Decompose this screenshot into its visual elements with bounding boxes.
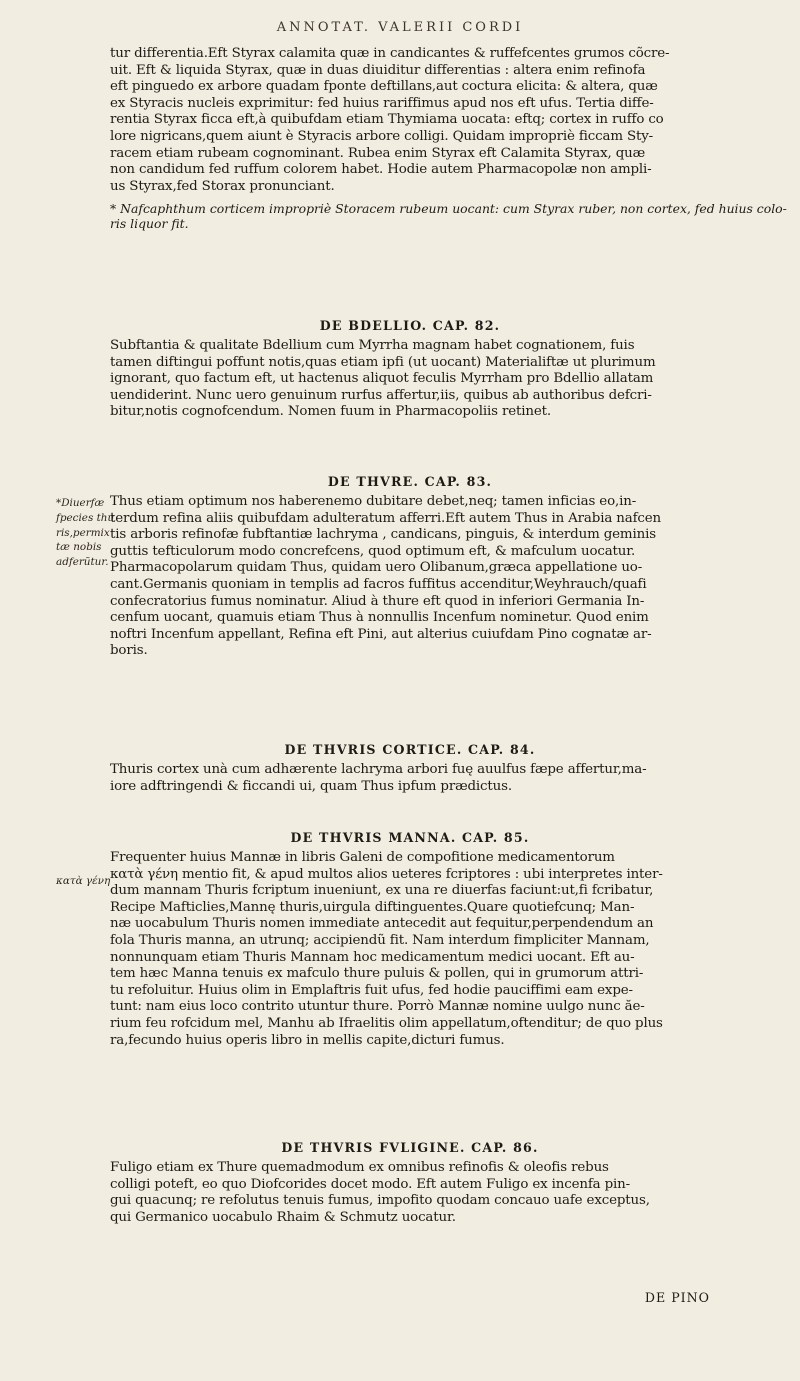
text-line: rentia Styrax ficca eft,à quibufdam etiam Thymiama uocata: eftq; cortex in ruffo co bbox=[110, 112, 664, 128]
margin-note-line: fpecies thu bbox=[56, 511, 115, 524]
text-line: lore nigricans,quem aiunt è Styracis arbore colligi. Quidam impropriè ficcam Sty- bbox=[110, 128, 654, 144]
catchword: DE PINO bbox=[644, 1290, 710, 1305]
text-line: Thus etiam optimum nos haberenemo dubitare debet,neq; tamen inficias eo,in- bbox=[110, 494, 637, 509]
section-thus bbox=[110, 474, 710, 660]
section-manna bbox=[110, 830, 710, 1049]
text-line: tem hæc Manna tenuis ex mafculo thure puluis & pollen, qui in grumorum attri- bbox=[110, 966, 644, 982]
text-line: tamen diftingui poffunt notis,quas etiam ipfi (ut uocant) Materialiftæ ut plurimum bbox=[110, 354, 656, 370]
text-line: Thuris cortex unà cum adhærente lachryma arbori fuę auulfus fæpe affertur,ma- bbox=[110, 762, 647, 777]
footnote-line: * Nafcaphthum corticem impropriè Storacem rubeum uocant: cum Styrax ruber, non cortex, fed huius colo- bbox=[110, 201, 787, 217]
text-line: us Styrax,fed Storax pronunciant. bbox=[110, 178, 335, 194]
margin-note bbox=[56, 874, 111, 889]
text-line: κατὰ γένη mentio fit, & apud multos alios ueteres fcriptores : ubi interpretes inter- bbox=[110, 866, 663, 882]
section-cortex bbox=[110, 742, 710, 795]
section-paragraph bbox=[110, 338, 710, 421]
section-heading: DE BDELLIO. CAP. 82. bbox=[319, 318, 501, 333]
text-line: rium feu rofcidum mel, Manhu ab Ifraelitis olim appellatum,oftenditur; de quo plus bbox=[110, 1015, 663, 1031]
margin-note bbox=[56, 496, 115, 570]
text-line: Pharmacopolarum quidam Thus, quidam uero Olibanum,græca appellatione uo- bbox=[110, 560, 643, 576]
text-line: racem etiam rubeam cognominant. Rubea enim Styrax eft Calamita Styrax, quæ bbox=[110, 145, 646, 161]
section-heading: DE THVRE. CAP. 83. bbox=[327, 474, 493, 489]
text-line: colligi poteft, eo quo Diofcorides docet modo. Eft autem Fuligo ex incenfa pin- bbox=[110, 1176, 630, 1192]
text-line: uit. Eft & liquida Styrax, quæ in duas diuiditur differentias : altera enim refinofa bbox=[110, 62, 646, 78]
text-line: Recipe Mafticlies,Mannę thuris,uirgula diftinguentes.Quare quotiefcunq; Man- bbox=[110, 899, 635, 915]
section-paragraph bbox=[110, 850, 710, 1049]
text-line: tu refoluitur. Huius olim in Emplaftris fuit ufus, fed hodie pauciffimi eam expe- bbox=[110, 982, 633, 998]
text-line: gui quacunq; re refolutus tenuis fumus, impofito quodam concauo uafe exceptus, bbox=[110, 1193, 650, 1209]
text-line: eft pinguedo ex arbore quadam fponte deftillans,aut coctura elicita: & altera, quæ bbox=[110, 79, 658, 95]
footnote bbox=[110, 201, 787, 232]
margin-note-line: κατὰ γένη bbox=[56, 875, 111, 887]
text-line: ignorant, quo factum eft, ut hactenus aliquot feculis Myrrham pro Bdellio allatam bbox=[110, 371, 654, 387]
text-line: ex Styracis nucleis exprimitur: fed huius rariffimus apud nos eft ufus. Tertia diffe- bbox=[110, 95, 654, 111]
section-heading: DE THVRIS CORTICE. CAP. 84. bbox=[284, 742, 536, 757]
text-line: Subftantia & qualitate Bdellium cum Myrrha magnam habet cognationem, fuis bbox=[110, 338, 635, 353]
margin-note-line: tæ nobis bbox=[56, 541, 102, 554]
text-line: guttis tefticulorum modo concrefcens, quod optimum eft, & mafculum uocatur. bbox=[110, 543, 636, 559]
running-head: ANNOTAT. VALERII CORDI bbox=[276, 20, 524, 35]
text-line: confecratorius fumus nominatur. Aliud à thure eft quod in inferiori Germania In- bbox=[110, 593, 645, 609]
text-line: noftri Incenfum appellant, Refina eft Pini, aut alterius cuiufdam Pino cognatæ ar- bbox=[110, 626, 652, 642]
margin-note-line: ris,permix bbox=[56, 526, 110, 539]
text-line: Fuligo etiam ex Thure quemadmodum ex omnibus refinofis & oleofis rebus bbox=[110, 1160, 609, 1175]
text-line: fola Thuris manna, an utrunq; accipiendũ fit. Nam interdum fimpliciter Mannam, bbox=[110, 932, 650, 948]
text-line: dum mannam Thuris fcriptum inueniunt, ex una re diuerfas faciunt:ut,fi fcribatur, bbox=[110, 883, 654, 899]
section-paragraph bbox=[110, 494, 710, 660]
text-line: qui Germanico uocabulo Rhaim & Schmutz uocatur. bbox=[110, 1209, 456, 1225]
section-heading: DE THVRIS FVLIGINE. CAP. 86. bbox=[281, 1140, 539, 1155]
text-line: iore adftringendi & ficcandi ui, quam Thus ipfum prædictus. bbox=[110, 778, 512, 794]
section-paragraph bbox=[110, 762, 710, 795]
margin-note-line: adferũtur. bbox=[56, 556, 109, 569]
intro-paragraph bbox=[110, 46, 710, 195]
intro-block bbox=[110, 46, 787, 232]
footnote-line: ris liquor fit. bbox=[110, 216, 189, 232]
section-bdellium bbox=[110, 318, 710, 421]
section-heading: DE THVRIS MANNA. CAP. 85. bbox=[290, 830, 530, 845]
text-line: nonnunquam etiam Thuris Mannam hoc medicamentum medici uocant. Eft au- bbox=[110, 949, 635, 965]
text-line: Frequenter huius Mannæ in libris Galeni de compofitione medicamentorum bbox=[110, 850, 615, 865]
text-line: cant.Germanis quoniam in templis ad facros fuffitus accenditur,Weyhrauch/quafi bbox=[110, 576, 647, 592]
text-line: ra,fecundo huius operis libro in mellis capite,dicturi fumus. bbox=[110, 1032, 505, 1048]
text-line: cenfum uocant, quamuis etiam Thus à nonnullis Incenfum nominetur. Quod enim bbox=[110, 610, 649, 626]
text-line: terdum refina aliis quibufdam adulteratum afferri.Eft autem Thus in Arabia nafcen bbox=[110, 510, 661, 526]
margin-note-line: *Diuerfæ bbox=[56, 497, 105, 509]
text-line: uendiderint. Nunc uero genuinum rurfus affertur,iis, quibus ab authoribus defcri- bbox=[110, 387, 652, 403]
text-line: næ uocabulum Thuris nomen immediate antecedit aut fequitur,perpendendum an bbox=[110, 916, 654, 932]
section-paragraph bbox=[110, 1160, 710, 1226]
text-line: non candidum fed ruffum colorem habet. Hodie autem Pharmacopolæ non ampli- bbox=[110, 162, 652, 178]
text-line: tur differentia.Eft Styrax calamita quæ in candicantes & ruffefcentes grumos cõcre- bbox=[110, 46, 670, 61]
text-line: tis arboris refinofæ fubftantiæ lachryma , candicans, pinguis, & interdum geminis bbox=[110, 527, 656, 543]
section-fuligo bbox=[110, 1140, 710, 1226]
text-line: boris. bbox=[110, 643, 148, 659]
text-line: tunt: nam eius loco contrito utuntur thure. Porrò Mannæ nomine uulgo nunc ăe- bbox=[110, 999, 645, 1015]
text-line: bitur,notis cognofcendum. Nomen fuum in Pharmacopoliis retinet. bbox=[110, 404, 551, 420]
